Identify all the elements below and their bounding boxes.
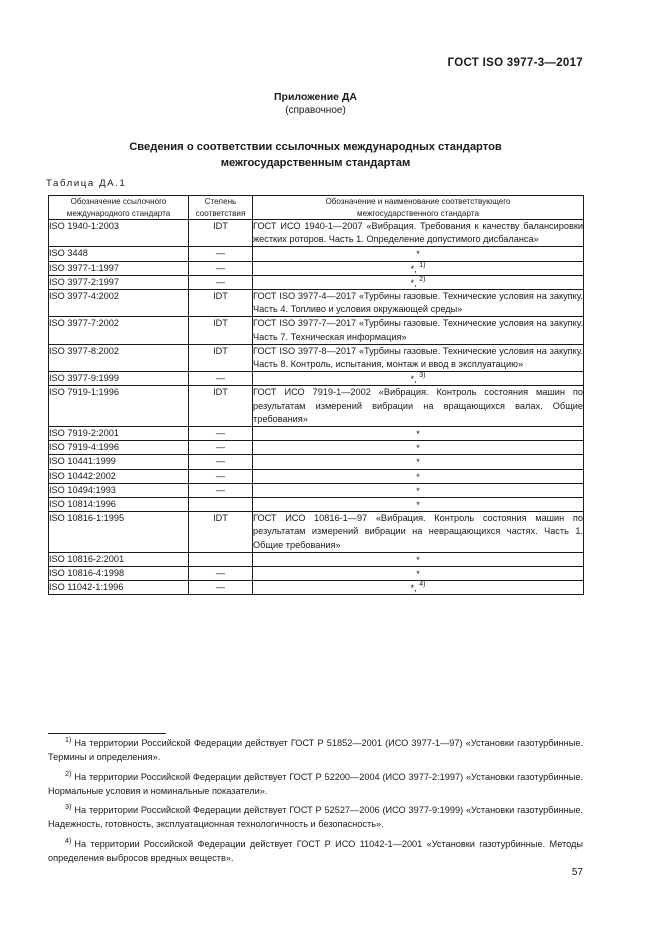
column-header-reference-standard-line-1: Обозначение ссылочного [70,197,167,206]
footnote-asterisk-marker: *, [410,277,417,288]
cell-degree-of-correspondence: — [189,483,253,497]
cell-reference-standard: ISO 10814:1996 [49,498,189,512]
footnote-asterisk-marker: *, [410,374,417,385]
table-row [49,427,584,441]
table-header [49,196,584,220]
footnote-item [48,736,583,764]
cell-degree-of-correspondence: IDT [189,344,253,371]
cell-degree-of-correspondence: IDT [189,386,253,427]
footnote-asterisk-marker: * [416,569,420,580]
table-row [49,247,584,261]
cell-reference-standard: ISO 11042-1:1996 [49,581,189,595]
footnote-asterisk-marker: * [416,500,420,511]
table-row [49,275,584,289]
section-title-line-1: Сведения о соответствии ссылочных международных стандартов [129,141,502,153]
table-row [49,441,584,455]
correspondence-table [48,195,584,595]
cell-degree-of-correspondence: IDT [189,220,253,247]
cell-national-standard [253,275,584,289]
page-number: 57 [571,867,583,878]
table-row [49,552,584,566]
table-row [49,581,584,595]
cell-degree-of-correspondence: — [189,427,253,441]
cell-reference-standard: ISO 10441:1999 [49,455,189,469]
table-row [49,483,584,497]
footnote-marker: 2) [65,768,72,778]
footnote-text: На территории Российской Федерации действует ГОСТ Р 51852—2001 (ИСО 3977-1—97) «Установки газотурбинные. Термины и определения». [48,738,583,763]
column-header-reference-standard-line-2: международного стандарта [66,208,171,218]
footnote-item [48,837,583,865]
cell-reference-standard: ISO 10816-2:2001 [49,552,189,566]
cell-national-standard: ГОСТ ISO 3977-8—2017 «Турбины газовые. Технические условия на закупку. Часть 8. Контроль, испытания, монтаж и ввод в эксплуатацию» [253,344,584,371]
cell-reference-standard: ISO 3977-8:2002 [49,344,189,371]
cell-national-standard: ГОСТ ИСО 10816-1—97 «Вибрация. Контроль состояния машин по результатам измерений вибрации на невращающихся частях. Часть 1. Общие требования» [253,512,584,553]
table-row [49,220,584,247]
table-header-row [49,196,584,220]
table-row [49,261,584,275]
cell-reference-standard: ISO 3977-9:1999 [49,372,189,386]
footnote-asterisk-marker: * [416,429,420,440]
footnote-asterisk-marker: * [416,471,420,482]
footnote-item [48,803,583,831]
column-header-reference-standard [49,196,189,220]
table-row [49,290,584,317]
table-row [49,455,584,469]
footnote-asterisk-marker: *, [410,263,417,274]
annex-heading-block [48,90,583,118]
footnote-text: На территории Российской Федерации действует ГОСТ Р 52200—2004 (ИСО 3977-2:1997) «Установки газотурбинные. Нормальные условия и номинальные показатели». [48,771,583,796]
footnote-asterisk-marker: * [416,485,420,496]
footnote-list [48,736,583,870]
correspondence-table-wrapper [48,195,583,595]
cell-degree-of-correspondence: — [189,469,253,483]
table-row [49,567,584,581]
column-header-degree-line-2: соответствия [195,208,246,218]
cell-national-standard [253,483,584,497]
footnote-asterisk-marker: * [416,457,420,468]
cell-national-standard: ГОСТ ИСО 1940-1—2007 «Вибрация. Требования к качеству балансировки жестких роторов. Часть 1. Определение допустимого дисбаланса» [253,220,584,247]
table-row [49,344,584,371]
cell-reference-standard: ISO 3977-1:1997 [49,261,189,275]
column-header-degree-line-1: Степень [204,197,237,206]
cell-national-standard [253,261,584,275]
cell-reference-standard: ISO 10816-1:1995 [49,512,189,553]
cell-reference-standard: ISO 10442:2002 [49,469,189,483]
cell-national-standard [253,552,584,566]
cell-reference-standard: ISO 7919-2:2001 [49,427,189,441]
annex-kind: (справочное) [285,105,346,116]
table-row [49,498,584,512]
cell-degree-of-correspondence [189,552,253,566]
cell-national-standard [253,469,584,483]
cell-national-standard [253,498,584,512]
cell-degree-of-correspondence [189,498,253,512]
cell-reference-standard: ISO 7919-1:1996 [49,386,189,427]
cell-degree-of-correspondence: IDT [189,512,253,553]
cell-national-standard [253,455,584,469]
cell-reference-standard: ISO 10816-4:1998 [49,567,189,581]
footnote-text: На территории Российской Федерации действует ГОСТ Р ИСО 11042-1—2001 «Установки газотурбинные. Методы определения выбросов вредных веществ». [48,838,583,863]
cell-degree-of-correspondence: — [189,581,253,595]
footnote-item [48,770,583,798]
footnote-asterisk-marker: * [416,554,420,565]
footnote-asterisk-marker: *, [410,583,417,594]
cell-degree-of-correspondence: IDT [189,290,253,317]
footnote-marker: 3) [65,802,72,812]
footnote-reference-marker: 3) [419,372,426,380]
footnote-marker: 1) [65,734,72,744]
cell-national-standard [253,581,584,595]
document-header-standard-designation: ГОСТ ISO 3977-3—2017 [447,57,583,69]
footnote-asterisk-marker: * [416,249,420,260]
column-header-national-standard-line-2: межгосударственного стандарта [357,208,479,218]
table-caption: Таблица ДА.1 [46,178,127,189]
cell-degree-of-correspondence: — [189,372,253,386]
footnote-asterisk-marker: * [416,443,420,454]
cell-degree-of-correspondence: — [189,567,253,581]
table-row [49,386,584,427]
footnote-reference-marker: 1) [419,261,426,269]
cell-national-standard [253,427,584,441]
cell-degree-of-correspondence: — [189,275,253,289]
table-body [49,220,584,595]
cell-reference-standard: ISO 3448 [49,247,189,261]
cell-national-standard: ГОСТ ISO 3977-4—2017 «Турбины газовые. Технические условия на закупку. Часть 4. Топливо и условия окружающей среды» [253,290,584,317]
annex-name: Приложение ДА [274,91,357,103]
cell-national-standard: ГОСТ ИСО 7919-1—2002 «Вибрация. Контроль состояния машин по результатам измерений вибрации на вращающихся валах. Общие требования» [253,386,584,427]
cell-reference-standard: ISO 1940-1:2003 [49,220,189,247]
footnote-text: На территории Российской Федерации действует ГОСТ Р 52527—2006 (ИСО 3977-9:1999) «Установки газотурбинные. Надежность, готовность, эксплуатационная технологичность и безопасность». [48,805,583,830]
cell-degree-of-correspondence: — [189,261,253,275]
cell-national-standard [253,372,584,386]
column-header-national-standard-line-1: Обозначение и наименование соответствующего [325,197,511,206]
cell-reference-standard: ISO 3977-7:2002 [49,317,189,344]
table-row [49,317,584,344]
table-row [49,512,584,553]
section-title-line-2: межгосударственным стандартам [220,157,411,169]
cell-degree-of-correspondence: — [189,247,253,261]
footnote-marker: 4) [65,835,72,845]
footnote-reference-marker: 4) [419,581,426,589]
cell-degree-of-correspondence: — [189,455,253,469]
footnote-reference-marker: 2) [419,275,426,283]
table-row [49,372,584,386]
cell-degree-of-correspondence: IDT [189,317,253,344]
cell-national-standard [253,441,584,455]
column-header-degree-of-correspondence [189,196,253,220]
cell-reference-standard: ISO 3977-2:1997 [49,275,189,289]
column-header-national-standard [253,196,584,220]
section-title [48,139,583,171]
cell-reference-standard: ISO 3977-4:2002 [49,290,189,317]
cell-national-standard [253,247,584,261]
cell-national-standard: ГОСТ ISO 3977-7—2017 «Турбины газовые. Технические условия на закупку. Часть 7. Техническая информация» [253,317,584,344]
footnote-separator-rule [48,733,166,734]
cell-national-standard [253,567,584,581]
table-row [49,469,584,483]
cell-degree-of-correspondence: — [189,441,253,455]
cell-reference-standard: ISO 7919-4:1996 [49,441,189,455]
cell-reference-standard: ISO 10494:1993 [49,483,189,497]
